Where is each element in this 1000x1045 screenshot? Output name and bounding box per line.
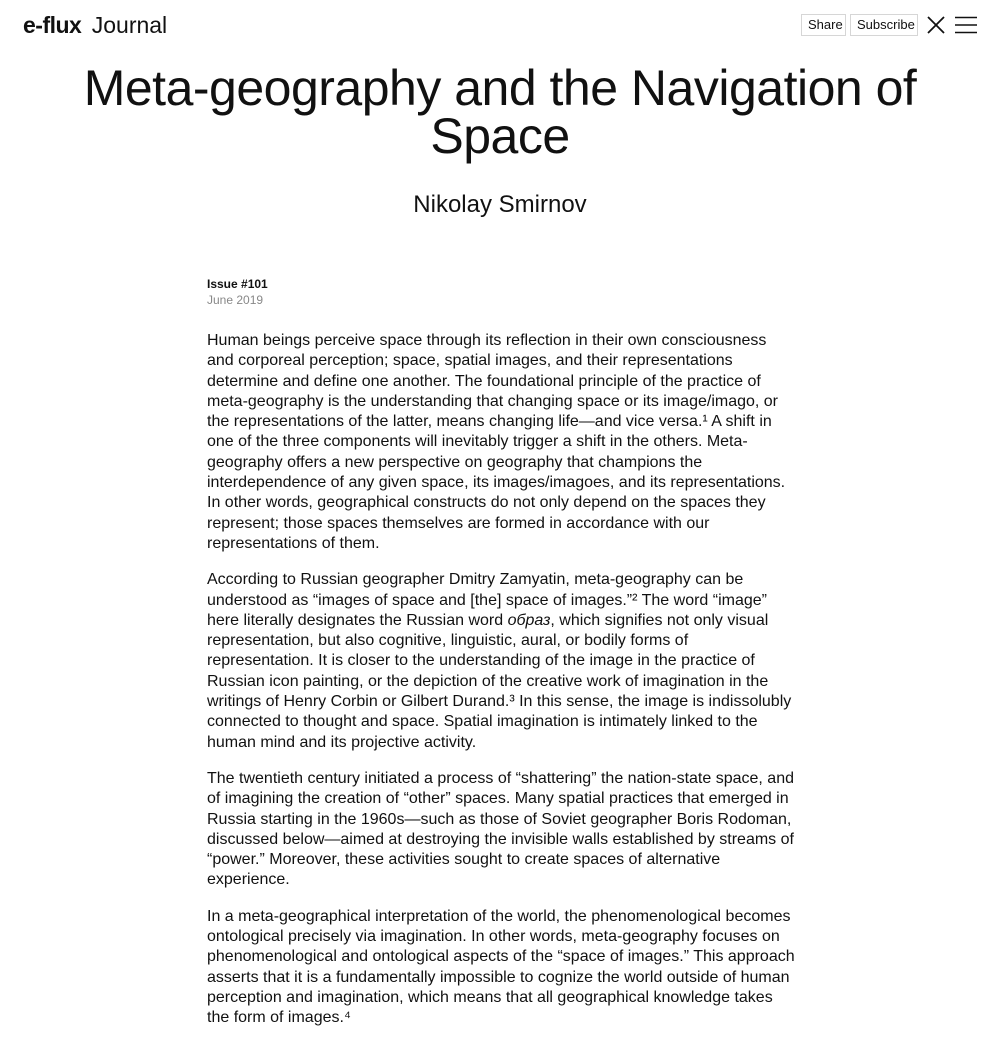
- paragraph-text: According to Russian geographer Dmitry Zamyatin, meta-geography can be understood as “images of space and [the] space of images.”² The word “image” here literally designates the Russian word: [207, 571, 767, 629]
- italic-russian-word: образ: [507, 611, 551, 629]
- menu-icon[interactable]: [955, 16, 977, 34]
- article-paragraph: In a meta-geographical interpretation of the world, the phenomenological becomes ontological precisely via imagination. In other words, meta-geography focuses on phenomenological and ontological aspects of the “space of images.” This approach asserts that it is a fundamentally impossible to cognize the world outside of human perception and imagination, which means that all geographical knowledge takes the form of images.⁴: [207, 907, 795, 1027]
- logo-brand: e-flux: [23, 12, 82, 38]
- article-paragraph: The twentieth century initiated a process of “shattering” the nation-state space, and of imagining the creation of “other” spaces. Many spatial practices that emerged in Russia starting in the 1960s—such as those of Soviet geographer Boris Rodoman, discussed below—aimed at destroying the invisible walls established by streams of “power.” Moreover, these activities sought to create spaces of alternative experience.: [207, 769, 794, 889]
- article-title: Meta-geography and the Navigation of Space: [83, 60, 917, 164]
- issue-number[interactable]: Issue #101: [207, 277, 268, 291]
- logo-section: Journal: [91, 12, 168, 38]
- site-logo[interactable]: [23, 10, 167, 40]
- issue-date: June 2019: [207, 293, 264, 307]
- subscribe-button[interactable]: Subscribe: [850, 14, 918, 36]
- top-navigation-bar: [0, 0, 1000, 52]
- article-paragraph: [207, 570, 795, 753]
- article-paragraph: Human beings perceive space through its reflection in their own consciousness and corporeal perception; space, spatial images, and their representations determine and define one another. The foundational principle of the practice of meta-geography is the understanding that changing space or its image/imago, or the representations of the latter, means changing life—and vice versa.¹ A shift in one of the three components will inevitably trigger a shift in the others. Meta-geography offers a new perspective on geography that champions the interdependence of any given space, its images/imagoes, and its representations. In other words, geographical constructs do not only depend on the spaces they represent; those spaces themselves are formed in accordance with our representations of them.: [207, 332, 786, 552]
- close-icon[interactable]: [926, 15, 946, 35]
- share-button[interactable]: Share: [801, 14, 846, 36]
- article-author[interactable]: Nikolay Smirnov: [413, 191, 587, 218]
- paragraph-text: , which signifies not only visual representation, but also cognitive, linguistic, aural, or bodily forms of representation. It is closer to the understanding of the image in the practice of Russian icon painting, or the depiction of the creative work of imagination in the writings of Henry Corbin or Gilbert Durand.³ In this sense, the image is indissolubly connected to thought and space. Spatial imagination is intimately linked to the human mind and its projective activity.: [207, 611, 792, 751]
- article-body: [207, 331, 795, 1045]
